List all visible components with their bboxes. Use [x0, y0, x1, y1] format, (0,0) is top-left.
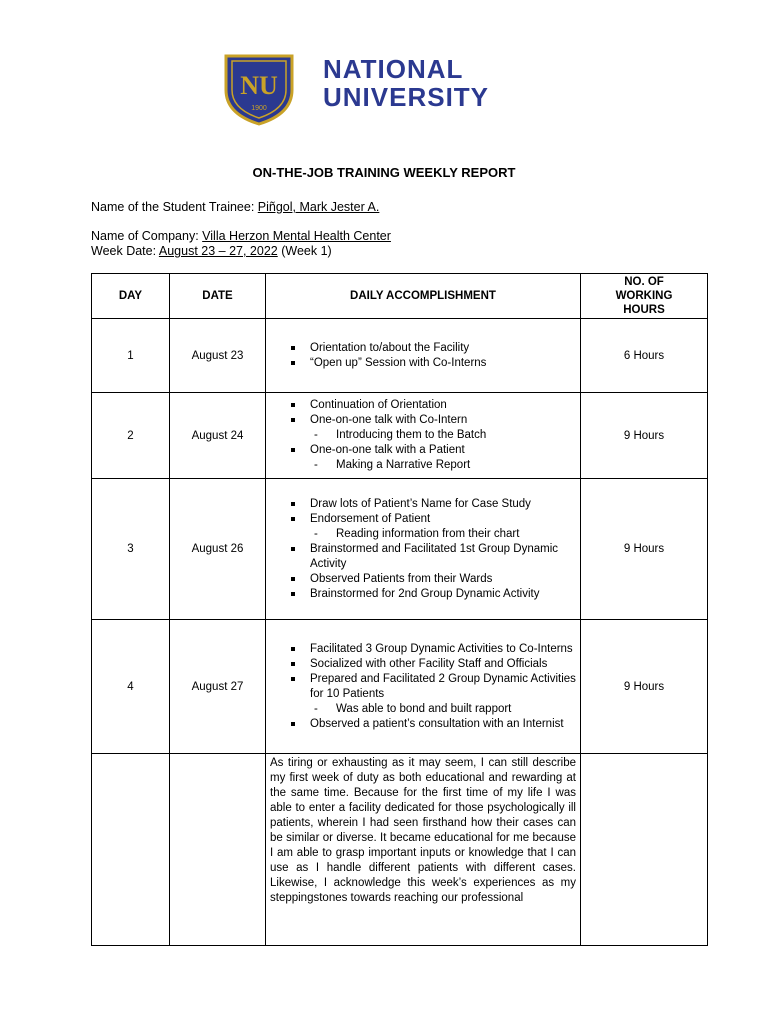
row-hours-empty: [581, 754, 708, 946]
row-accomplishments: [266, 620, 581, 754]
row-accomplishments: [266, 319, 581, 393]
accomplishment-subitem: - Introducing them to the Batch: [288, 428, 580, 443]
table-row: [92, 319, 708, 393]
weekly-report-table: [91, 273, 708, 946]
week-date: August 23 – 27, 2022: [158, 244, 278, 258]
accomplishment-subitem: - Was able to bond and built rapport: [288, 702, 580, 717]
accomplishment-item: Observed a patient’s consultation with an Internist: [288, 717, 580, 732]
row-date: August 26: [170, 479, 266, 620]
week-label: Week Date:: [91, 244, 157, 258]
row-hours: 9 Hours: [581, 393, 708, 479]
accomplishment-list: [266, 341, 580, 371]
row-day: 4: [92, 620, 170, 754]
accomplishment-list: [266, 642, 580, 732]
seal-year: 1900: [251, 105, 267, 112]
row-date: August 23: [170, 319, 266, 393]
table-row-narrative: [92, 754, 708, 946]
row-day: 2: [92, 393, 170, 479]
row-date: August 27: [170, 620, 266, 754]
accomplishment-item: Endorsement of Patient: [288, 512, 580, 527]
university-logo: [218, 50, 558, 126]
accomplishment-item: Observed Patients from their Wards: [288, 572, 580, 587]
university-seal-icon: [218, 50, 300, 126]
accomplishment-item: Continuation of Orientation: [288, 398, 580, 413]
accomplishment-item: Brainstormed and Facilitated 1st Group Dynamic Activity: [288, 542, 580, 572]
row-accomplishments: [266, 393, 581, 479]
company-line: [91, 229, 391, 243]
table-row: [92, 620, 708, 754]
table-header-row: [92, 274, 708, 319]
accomplishment-item: Draw lots of Patient’s Name for Case Study: [288, 497, 580, 512]
row-day: 1: [92, 319, 170, 393]
row-hours: 9 Hours: [581, 479, 708, 620]
accomplishment-item: Socialized with other Facility Staff and Officials: [288, 657, 580, 672]
accomplishment-list: [266, 497, 580, 602]
accomplishment-item: One-on-one talk with Co-Intern: [288, 413, 580, 428]
table-row: [92, 393, 708, 479]
accomplishment-item: Brainstormed for 2nd Group Dynamic Activity: [288, 587, 580, 602]
trainee-label: Name of the Student Trainee:: [91, 200, 255, 214]
row-hours: 9 Hours: [581, 620, 708, 754]
seal-letters: NU: [240, 71, 278, 100]
company-label: Name of Company:: [91, 229, 199, 243]
week-line: [91, 244, 332, 258]
trainee-line: [91, 200, 379, 214]
report-title: ON-THE-JOB TRAINING WEEKLY REPORT: [252, 165, 516, 180]
university-name: [323, 56, 489, 110]
row-day: 3: [92, 479, 170, 620]
accomplishment-item: Orientation to/about the Facility: [288, 341, 580, 356]
header-day: DAY: [92, 274, 170, 319]
trainee-name: Piñgol, Mark Jester A.: [257, 200, 380, 214]
accomplishment-list: [266, 398, 580, 473]
header-date: DATE: [170, 274, 266, 319]
row-accomplishments: [266, 479, 581, 620]
accomplishment-item: “Open up” Session with Co-Interns: [288, 356, 580, 371]
row-date: August 24: [170, 393, 266, 479]
header-accomplishment: DAILY ACCOMPLISHMENT: [266, 274, 581, 319]
table-row: [92, 479, 708, 620]
university-name-line1: NATIONAL: [323, 54, 464, 84]
header-hours: NO. OF WORKING HOURS: [581, 274, 708, 319]
accomplishment-item: Prepared and Facilitated 2 Group Dynamic Activities for 10 Patients: [288, 672, 580, 702]
weekly-narrative: As tiring or exhausting as it may seem, I can still describe my first week of duty as both educational and rewarding at the same time. Because for the first time of my life I was able to enter a facility dedicated for those psychologically ill patients, wherein I had seen firsthand how their cases can be similar or diverse. It became educational for me because I am able to grasp important inputs or knowledge that I can use as I handle different patients with different cases. Likewise, I acknowledge this week’s experiences as my steppingstones towards reaching our professional: [266, 754, 581, 946]
row-day-empty: [92, 754, 170, 946]
row-date-empty: [170, 754, 266, 946]
accomplishment-subitem: - Making a Narrative Report: [288, 458, 580, 473]
accomplishment-item: Facilitated 3 Group Dynamic Activities to Co-Interns: [288, 642, 580, 657]
university-name-line2: UNIVERSITY: [323, 82, 490, 112]
row-hours: 6 Hours: [581, 319, 708, 393]
company-name: Villa Herzon Mental Health Center: [202, 229, 391, 243]
accomplishment-subitem: - Reading information from their chart: [288, 527, 580, 542]
accomplishment-item: One-on-one talk with a Patient: [288, 443, 580, 458]
week-number: (Week 1): [281, 244, 332, 258]
